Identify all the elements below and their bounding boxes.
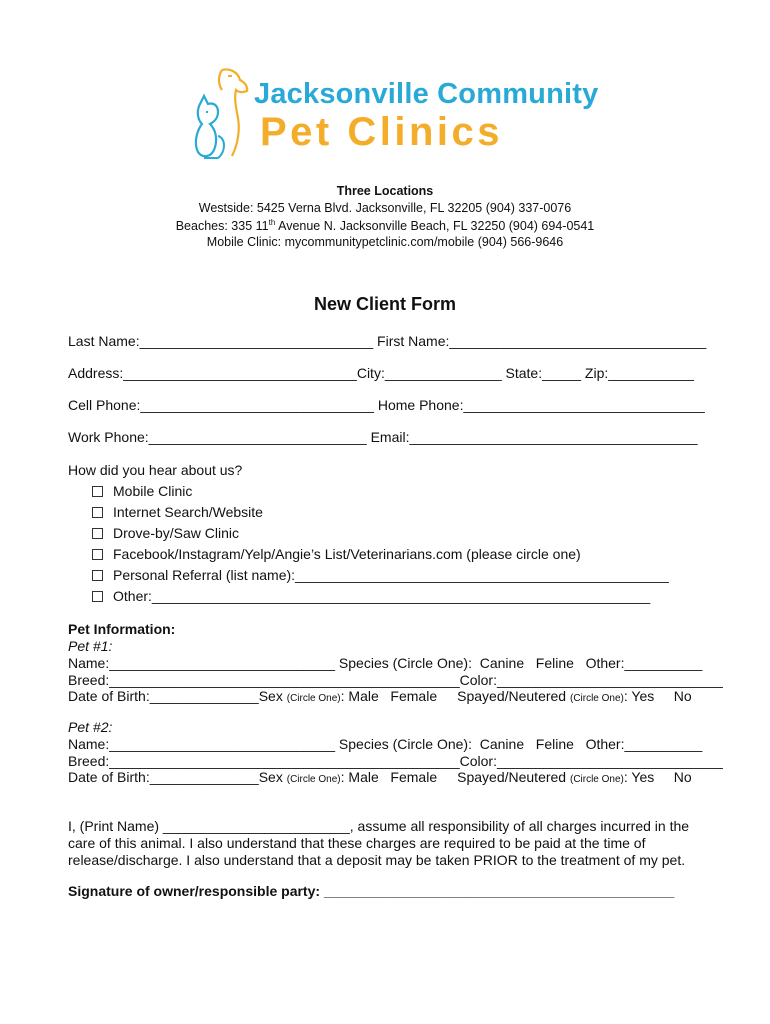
- sex-options: : Male Female: [340, 769, 438, 785]
- sex-note: (Circle One): [286, 774, 341, 785]
- location-mobile: Mobile Clinic: mycommunitypetclinic.com/mobile (904) 566-9646: [206, 235, 564, 249]
- address-fields[interactable]: Address:______________________________City:_______________ State:_____ Zip:___________: [68, 365, 694, 381]
- referral-option[interactable]: [92, 567, 669, 583]
- cat-and-dog-silhouette-icon: [192, 66, 254, 162]
- referral-option[interactable]: [92, 525, 239, 541]
- checkbox[interactable]: [92, 486, 103, 497]
- location-westside: Westside: 5425 Verna Blvd. Jacksonville, FL 32205 (904) 337-0076: [198, 201, 572, 215]
- signature-line[interactable]: Signature of owner/responsible party: _____________________________________________: [68, 883, 675, 899]
- pet-info-title: Pet Information:: [68, 621, 176, 637]
- checkbox[interactable]: [92, 549, 103, 560]
- name-fields[interactable]: Last Name:______________________________ First Name:_________________________________: [68, 333, 707, 349]
- option-label: Drove-by/Saw Clinic: [113, 525, 240, 541]
- option-label: Mobile Clinic: [113, 483, 193, 499]
- referral-option[interactable]: [92, 483, 192, 499]
- locations-title: Three Locations: [336, 184, 434, 198]
- phone-fields[interactable]: Cell Phone:______________________________ Home Phone:_______________________________: [68, 397, 705, 413]
- option-label: Internet Search/Website: [113, 504, 263, 520]
- option-label: Facebook/Instagram/Yelp/Angie’s List/Veterinarians.com (please circle one): [113, 546, 581, 562]
- referral-question: How did you hear about us?: [68, 462, 243, 478]
- pet-2-breed-color[interactable]: Breed:_____________________________________________Color:_____________________________: [68, 753, 723, 769]
- logo-text-line2: Pet Clinics: [260, 110, 504, 154]
- sex-note: (Circle One): [286, 693, 341, 704]
- referral-option[interactable]: [92, 504, 263, 520]
- spayed-label: Spayed/Neutered: [457, 688, 570, 704]
- checkbox[interactable]: [92, 528, 103, 539]
- spayed-note: (Circle One): [569, 693, 624, 704]
- pet-2-dob-sex[interactable]: [68, 769, 692, 785]
- agreement-text: I, (Print Name) ________________________, assume all responsibility of all charges incurred in the care of this animal. I also understand that these charges are required to be paid at the time of release/discharge. I also understand that a deposit may be taken PRIOR to the treatment of my pet.: [68, 818, 690, 868]
- pet-2-name-species[interactable]: Name:_____________________________ Species (Circle One): Canine Feline Other:__________: [68, 736, 703, 752]
- checkbox[interactable]: [92, 507, 103, 518]
- clinic-logo: [192, 66, 599, 162]
- referral-option[interactable]: [92, 588, 650, 604]
- dob-label: Date of Birth:______________Sex: [68, 769, 287, 785]
- work-email-fields[interactable]: Work Phone:____________________________ Email:_____________________________________: [68, 429, 698, 445]
- location-beaches-pre: Beaches: 335 11: [175, 219, 269, 234]
- sex-options: : Male Female: [340, 688, 438, 704]
- spayed-label: Spayed/Neutered: [457, 769, 570, 785]
- logo-text-line1: Jacksonville Community: [254, 78, 599, 110]
- referral-option[interactable]: [92, 546, 581, 562]
- checkbox[interactable]: [92, 591, 103, 602]
- pet-1-name-species[interactable]: Name:_____________________________ Species (Circle One): Canine Feline Other:__________: [68, 655, 703, 671]
- option-label: Other:________________________________________________________________: [113, 588, 651, 604]
- dob-label: Date of Birth:______________Sex: [68, 688, 287, 704]
- location-beaches-post: Avenue N. Jacksonville Beach, FL 32250 (904) 694-0541: [275, 219, 595, 234]
- location-beaches-sup: th: [268, 218, 276, 227]
- pet-1-label: Pet #1:: [68, 638, 113, 654]
- checkbox[interactable]: [92, 570, 103, 581]
- spayed-options: : Yes No: [623, 769, 692, 785]
- pet-1-breed-color[interactable]: Breed:_____________________________________________Color:_____________________________: [68, 672, 723, 688]
- location-beaches: [0, 218, 770, 233]
- form-title: New Client Form: [313, 294, 456, 314]
- spayed-note: (Circle One): [569, 774, 624, 785]
- pet-1-dob-sex[interactable]: [68, 688, 692, 704]
- pet-2-label: Pet #2:: [68, 719, 113, 735]
- spayed-options: : Yes No: [623, 688, 692, 704]
- option-label: Personal Referral (list name):________________________________________________: [113, 567, 669, 583]
